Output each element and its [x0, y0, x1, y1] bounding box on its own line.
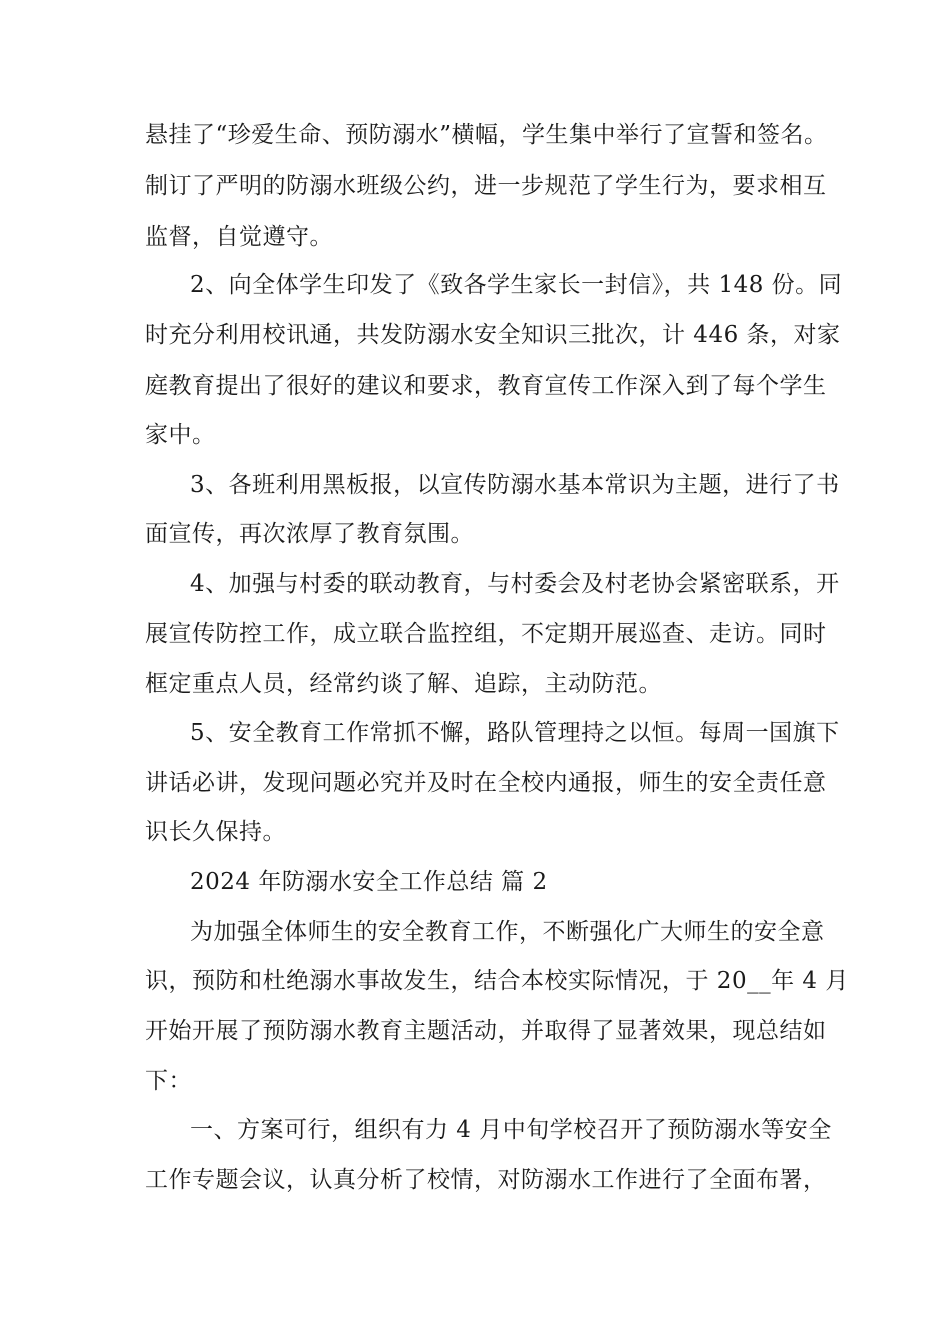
paragraph-line: 2、向全体学生印发了《致各学生家长一封信》，共 148 份。同 — [190, 272, 843, 298]
paragraph-line: 识，预防和杜绝溺水事故发生，结合本校实际情况，于 20__年 4 月 — [145, 968, 849, 994]
paragraph-line: 4、加强与村委的联动教育，与村委会及村老协会紧密联系，开 — [190, 571, 840, 597]
paragraph-line: 3、各班利用黑板报，以宣传防溺水基本常识为主题，进行了书 — [190, 472, 840, 498]
paragraph-line: 讲话必讲，发现问题必究并及时在全校内通报，师生的安全责任意 — [145, 770, 827, 796]
paragraph-line: 一、方案可行，组织有力 4 月中旬学校召开了预防溺水等安全 — [190, 1117, 832, 1143]
paragraph-line: 悬挂了“珍爱生命、预防溺水”横幅，学生集中举行了宣誓和签名。 — [145, 122, 828, 148]
paragraph-line: 家中。 — [145, 422, 216, 448]
paragraph-line: 监督，自觉遵守。 — [145, 224, 333, 250]
paragraph-line: 下： — [145, 1068, 192, 1094]
paragraph-line: 庭教育提出了很好的建议和要求，教育宣传工作深入到了每个学生 — [145, 373, 827, 399]
paragraph-line: 识长久保持。 — [145, 819, 286, 845]
paragraph-line: 为加强全体师生的安全教育工作，不断强化广大师生的安全意 — [190, 919, 825, 945]
paragraph-line: 时充分利用校讯通，共发防溺水安全知识三批次，计 446 条，对家 — [145, 322, 841, 348]
paragraph-line: 工作专题会议，认真分析了校情，对防溺水工作进行了全面布署， — [145, 1167, 827, 1193]
paragraph-line: 框定重点人员，经常约谈了解、追踪，主动防范。 — [145, 671, 662, 697]
paragraph-line: 面宣传，再次浓厚了教育氛围。 — [145, 521, 474, 547]
section-title: 2024 年防溺水安全工作总结 篇 2 — [190, 869, 548, 895]
paragraph-line: 制订了严明的防溺水班级公约，进一步规范了学生行为，要求相互 — [145, 173, 827, 199]
paragraph-line: 5、安全教育工作常抓不懈，路队管理持之以恒。每周一国旗下 — [190, 720, 840, 746]
paragraph-line: 展宣传防控工作，成立联合监控组，不定期开展巡查、走访。同时 — [145, 621, 827, 647]
paragraph-line: 开始开展了预防溺水教育主题活动，并取得了显著效果，现总结如 — [145, 1018, 827, 1044]
